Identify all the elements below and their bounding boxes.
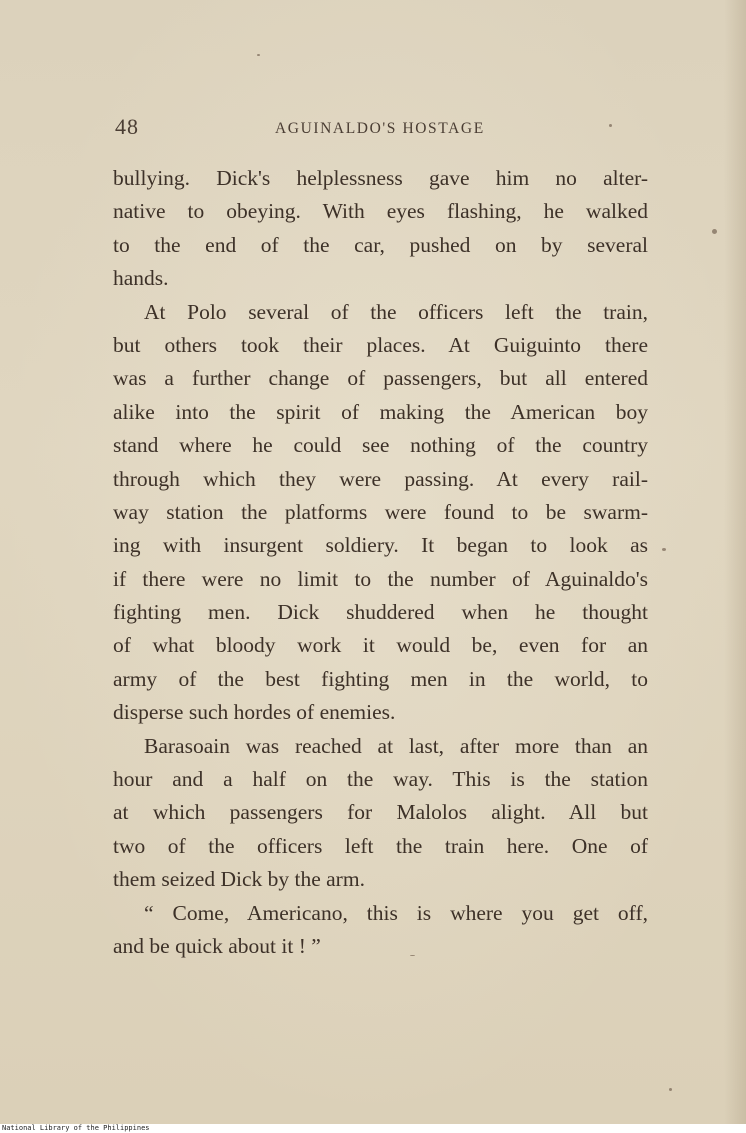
text-line: two of the officers left the train here. One of	[113, 833, 648, 858]
text-line: disperse such hordes of enemies.	[113, 700, 396, 725]
text-line: ing with insurgent soldiery. It began to look as	[113, 533, 648, 558]
paper-speck	[609, 124, 612, 127]
text-line: of what bloody work it would be, even for an	[113, 633, 648, 658]
paper-speck	[662, 548, 666, 551]
text-line: through which they were passing. At every rail-	[113, 466, 648, 491]
text-line: fighting men. Dick shuddered when he thought	[113, 600, 648, 625]
paragraph	[113, 162, 648, 296]
text-line: native to obeying. With eyes flashing, he walked	[113, 199, 648, 224]
text-line: way station the platforms were found to be swarm-	[113, 499, 648, 524]
text-line: At Polo several of the officers left the train,	[144, 299, 648, 324]
text-line: at which passengers for Malolos alight. All but	[113, 800, 648, 825]
text-line: hour and a half on the way. This is the station	[113, 767, 648, 792]
text-line: was a further change of passengers, but all entered	[113, 366, 648, 391]
text-line: to the end of the car, pushed on by several	[113, 232, 648, 257]
text-line: but others took their places. At Guiguinto there	[113, 332, 648, 357]
library-credit: National Library of the Philippines	[2, 1124, 150, 1132]
text-line: army of the best fighting men in the world, to	[113, 666, 648, 691]
page-number: 48	[115, 114, 139, 139]
body-text	[113, 162, 648, 963]
text-line: bullying. Dick's helplessness gave him no alter-	[113, 166, 648, 190]
paragraph	[113, 730, 648, 897]
paper-speck	[410, 955, 415, 956]
scan-footer	[0, 1124, 746, 1133]
page-edge-shadow	[724, 0, 746, 1124]
text-line: and be quick about it ! ”	[113, 933, 321, 958]
text-line: them seized Dick by the arm.	[113, 867, 365, 892]
page-header	[115, 114, 650, 144]
paragraph	[113, 897, 648, 964]
running-head: AGUINALDO'S HOSTAGE	[275, 120, 485, 137]
text-line: stand where he could see nothing of the country	[113, 433, 648, 458]
text-line: alike into the spirit of making the American boy	[113, 399, 648, 424]
text-line: if there were no limit to the number of Aguinaldo's	[113, 566, 648, 591]
text-line: “ Come, Americano, this is where you get off,	[144, 900, 648, 925]
paper-speck	[257, 54, 260, 56]
text-line: hands.	[113, 266, 169, 291]
paper-speck	[669, 1088, 672, 1091]
paper-speck	[712, 229, 717, 234]
text-line: Barasoain was reached at last, after more than an	[144, 733, 648, 758]
paragraph	[113, 296, 648, 730]
